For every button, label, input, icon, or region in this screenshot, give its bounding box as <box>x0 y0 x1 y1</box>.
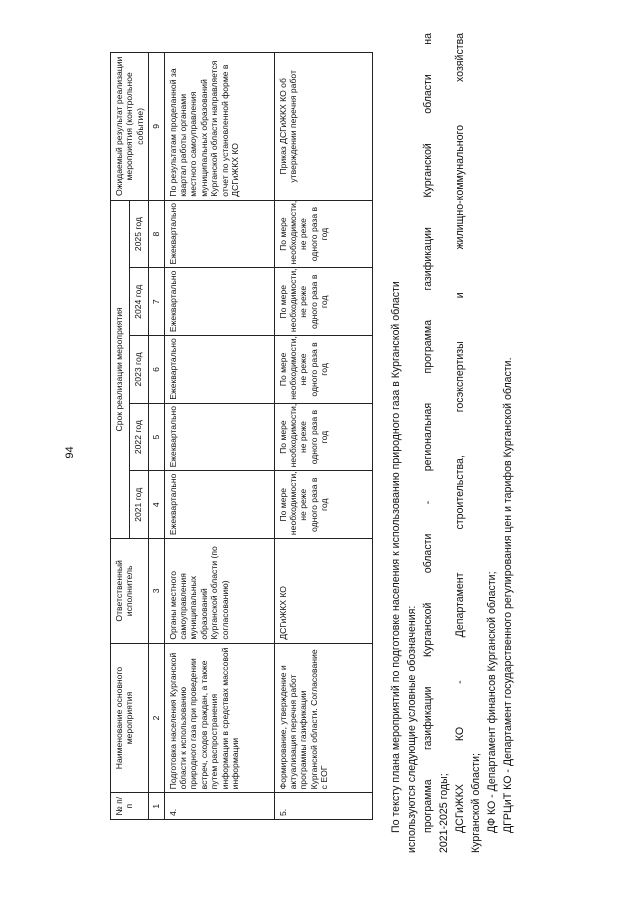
col-number: 4 <box>149 471 164 539</box>
note-line: ДГРЦиТ КО - Департамент государственного регулирования цен и тарифов Курганской области. <box>502 357 514 833</box>
row-num: 4. <box>164 793 274 820</box>
note-line: По тексту плана мероприятий по подготовке населения к использованию природного газа в Курганской области <box>390 281 402 833</box>
col-number: 6 <box>149 336 164 404</box>
note-line: программа газификации Курганской области - региональная программа газификации Курганской области на <box>422 33 434 833</box>
row-term-2025: Ежеквартально <box>164 200 274 268</box>
col-number: 9 <box>149 53 164 201</box>
row-term-2025: По мере необходимости, не реже одного раза в год <box>274 200 372 268</box>
row-name: Формирование, утверждение и актуализация перечня работ программы газификации Курганской области. Согласование с ЕОГ <box>274 643 372 793</box>
table-header-row <box>111 53 130 820</box>
plan-table <box>110 52 373 820</box>
row-term-2021: По мере необходимости, не реже одного раза в год <box>274 471 372 539</box>
row-num: 5. <box>274 793 372 820</box>
table-row <box>164 53 274 820</box>
col-number: 5 <box>149 403 164 471</box>
row-term-2023: Ежеквартально <box>164 336 274 404</box>
col-number: 7 <box>149 268 164 336</box>
note-line: 2021-2025 годы; <box>438 773 450 853</box>
col-number: 2 <box>149 643 164 793</box>
note-line: ДСГиЖКХ КО - Департамент строительства, госэкспертизы и жилищно-коммунального хозяйства <box>454 33 466 833</box>
row-responsible: ДСГиЖКХ КО <box>274 539 372 644</box>
row-result: Приказ ДСГиЖКХ КО об утверждении перечня работ <box>274 53 372 201</box>
notes-block <box>388 33 516 853</box>
header-name: Наименование основного мероприятия <box>111 643 149 793</box>
row-term-2024: Ежеквартально <box>164 268 274 336</box>
header-year: 2023 год <box>130 336 149 404</box>
header-result: Ожидаемый результат реализации мероприятия (контрольное событие) <box>111 53 149 201</box>
row-name: Подготовка населения Курганской области к использованию природного газа при проведении встреч, сходов граждан, а также путем распространения информации в средствах массовой информации <box>164 643 274 793</box>
header-year: 2021 год <box>130 471 149 539</box>
row-term-2023: По мере необходимости, не реже одного раза в год <box>274 336 372 404</box>
row-term-2022: По мере необходимости, не реже одного раза в год <box>274 403 372 471</box>
table-row <box>274 53 372 820</box>
row-term-2021: Ежеквартально <box>164 471 274 539</box>
header-year: 2024 год <box>130 268 149 336</box>
header-year: 2022 год <box>130 403 149 471</box>
col-number: 1 <box>149 793 164 820</box>
header-year: 2025 год <box>130 200 149 268</box>
col-number: 3 <box>149 539 164 644</box>
col-number: 8 <box>149 200 164 268</box>
row-result: По результатам проделанной за квартал работы органами местного самоуправления муниципальных образований Курганской области направляется отчет по установленной форме в ДСГиЖКХ КО <box>164 53 274 201</box>
row-term-2024: По мере необходимости, не реже одного раза в год <box>274 268 372 336</box>
page-number: 94 <box>64 446 76 459</box>
note-line: Курганской области; <box>470 753 482 853</box>
column-numbers-row <box>149 53 164 820</box>
note-line: используются следующие условные обозначения: <box>406 605 418 853</box>
header-responsible: Ответственный исполнитель <box>111 539 149 644</box>
header-term: Срок реализации мероприятия <box>111 200 130 538</box>
header-num: № п/п <box>111 793 149 820</box>
row-responsible: Органы местного самоуправления муниципальных образований Курганской области (по согласованию) <box>164 539 274 644</box>
note-line: ДФ КО - Департамент финансов Курганской области; <box>486 571 498 833</box>
row-term-2022: Ежеквартально <box>164 403 274 471</box>
